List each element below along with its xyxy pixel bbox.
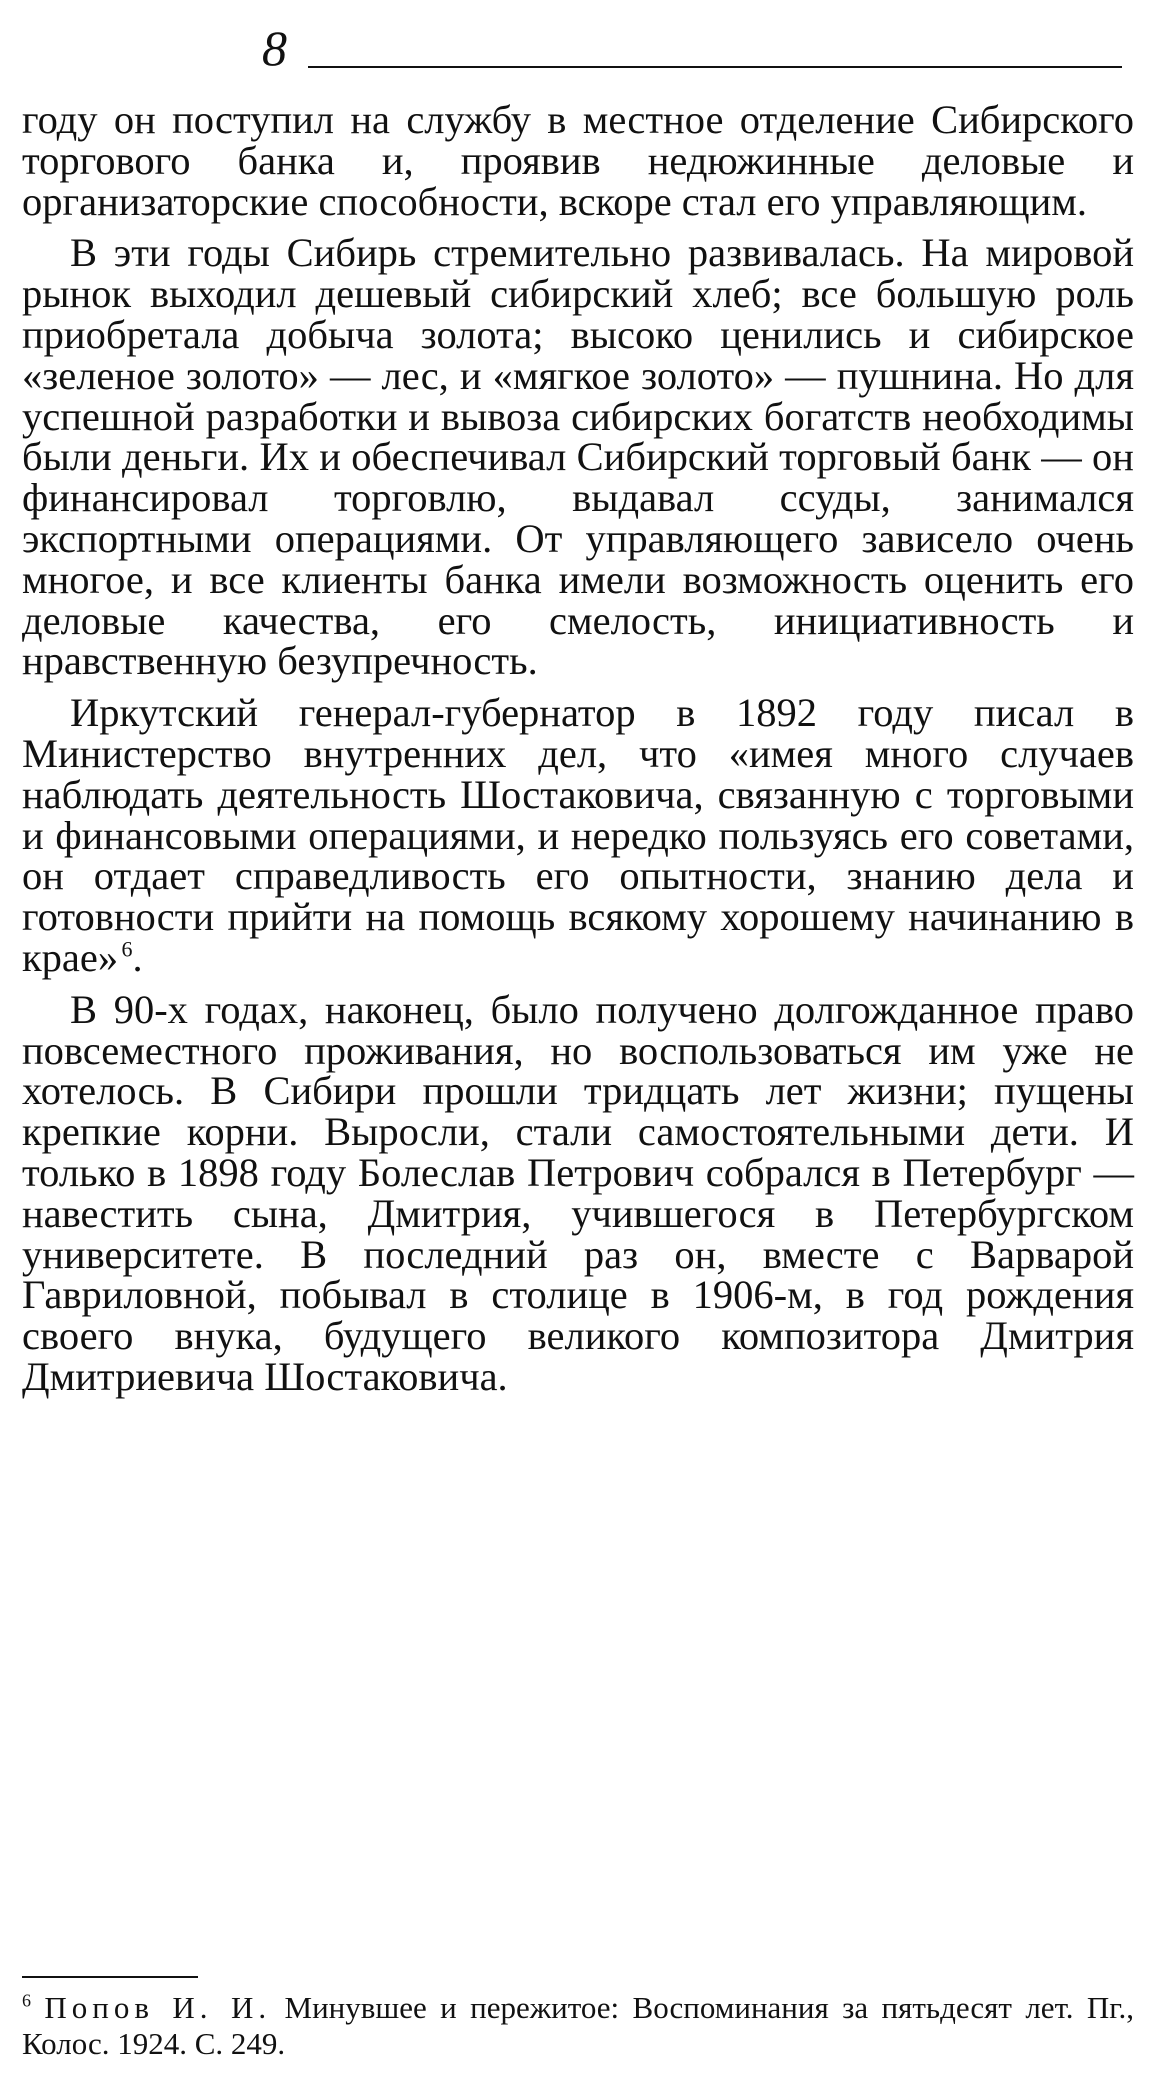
page-number: 8 bbox=[262, 20, 287, 76]
footnote-reference[interactable]: 6 bbox=[121, 936, 133, 962]
footnote-separator bbox=[22, 1976, 198, 1978]
footnote-author: Попов И. И. bbox=[44, 1990, 272, 2025]
footnote-marker: 6 bbox=[22, 1990, 31, 2011]
footnote bbox=[22, 1990, 1134, 2062]
paragraph-3: Иркутский генерал-губернатор в 1892 году писал в Министерство внутренних дел, что «имея много случаев наблюдать деятельность Шостаковича, связанную с торговыми и финансовыми операциями, и нередко пользуясь его советами, он отдает справедливость его опытности, знанию дела и готовности прийти на помощь всякому хорошему начинанию в крае» $^6$. bbox=[22, 690, 1134, 980]
paragraph-3-text: Иркутский генерал-губернатор в 1892 году писал в Министерство внутренних дел, что «имея много случаев наблюдать деятельность Шостаковича, связанную с торговыми и финансовыми операциями, и нередко пользуясь его советами, он отдает справедливость его опытности, знанию дела и готовности прийти на помощь всякому хорошему начинанию в крае» bbox=[22, 690, 1134, 980]
running-header bbox=[262, 18, 1132, 78]
body-text bbox=[22, 97, 1134, 1399]
footnote-text: Минувшее и пережитое: Воспоминания за пятьдесят лет. Пг., Колос. 1924. С. 249. bbox=[22, 1990, 1135, 2061]
paragraph-2: В эти годы Сибирь стремительно развивалась. На мировой рынок выходил дешевый сибирский хлеб; все большую роль приобретала добыча золота; высоко ценились и сибирское «зеленое золото» — лес, и «мягкое золото» — пушнина. Но для успешной разработки и вывоза сибирских богатств необходимы были деньги. Их и обеспечивал Сибирский торговый банк — он финансировал торговлю, выдавал ссуды, занимался экспортными операциями. От управляющего зависело очень многое, и все клиенты банка имели возможность оценить его деловые качества, его смелость, инициативность и нравственную безупречность. bbox=[22, 230, 1134, 684]
header-rule bbox=[308, 66, 1122, 68]
paragraph-4: В 90-х годах, наконец, было получено долгожданное право повсеместного проживания, но воспользоваться им уже не хотелось. В Сибири прошли тридцать лет жизни; пущены крепкие корни. Выросли, стали самостоятельными дети. И только в 1898 году Болеслав Петрович собрался в Петербург — навестить сына, Дмитрия, учившегося в Петербургском университете. В последний раз он, вместе с Варварой Гавриловной, побывал в столице в 1906-м, в год рождения своего внука, будущего великого композитора Дмитрия Дмитриевича Шостаковича. bbox=[22, 986, 1134, 1399]
paragraph-1: году он поступил на службу в местное отделение Сибирского торгового банка и, проявив недюжинные деловые и организаторские способности, вскоре стал его управляющим. bbox=[22, 97, 1134, 224]
